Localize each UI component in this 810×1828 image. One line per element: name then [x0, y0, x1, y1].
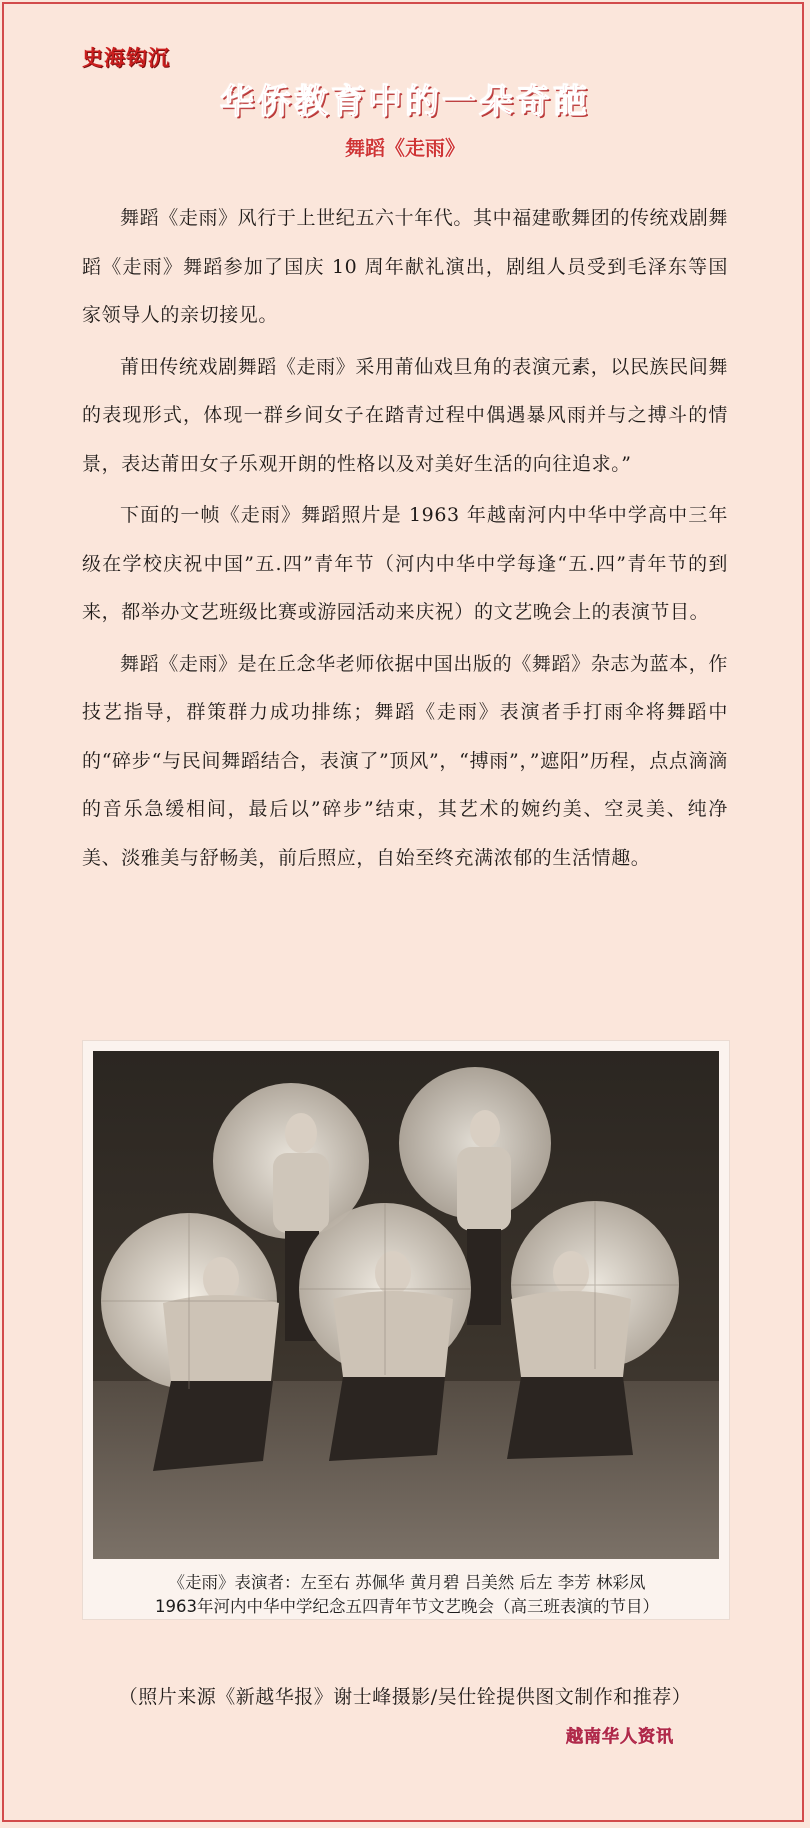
page-title: 华侨教育中的一朵奇葩: [220, 82, 590, 122]
dance-photo-illustration: [93, 1051, 719, 1559]
article-paragraph: 舞蹈《走雨》风行于上世纪五六十年代。其中福建歌舞团的传统戏剧舞蹈《走雨》舞蹈参加了国庆 10 周年献礼演出，剧组人员受到毛泽东等国家领导人的亲切接见。: [82, 207, 728, 326]
article-paragraph: 莆田传统戏剧舞蹈《走雨》采用莆仙戏旦角的表演元素，以民族民间舞的表现形式，体现一群乡间女子在踏青过程中偶遇暴风雨并与之搏斗的情景，表达莆田女子乐观开朗的性格以及对美好生活的向往追求。”: [82, 355, 728, 475]
photo-credit: （照片来源《新越华报》谢士峰摄影/吴仕铨提供图文制作和推荐）: [118, 1686, 692, 1708]
photo-card: [82, 1040, 730, 1620]
article-body: [82, 194, 728, 885]
brand-logo-text: 越南华人资讯: [566, 1727, 674, 1747]
dance-photo: [93, 1051, 719, 1559]
article-paragraph: 舞蹈《走雨》是在丘念华老师依据中国出版的《舞蹈》杂志为蓝本，作技艺指导，群策群力成功排练；舞蹈《走雨》表演者手打雨伞将舞蹈中的“碎步“与民间舞蹈结合，表演了”顶风”，“搏雨”，”遮阳”历程，点点滴滴的音乐急缓相间，最后以”碎步”结束，其艺术的婉约美、空灵美、纯净美、淡雅美与舒畅美，前后照应，自始至终充满浓郁的生活情趣。: [82, 652, 728, 869]
photo-caption-event: 1963年河内中华中学纪念五四青年节文艺晚会（高三班表演的节目）: [155, 1597, 659, 1616]
photo-caption-performers: 《走雨》表演者：左至右 苏佩华 黄月碧 吕美然 后左 李芳 林彩凤: [168, 1573, 646, 1592]
column-tag: 史海钩沉: [82, 46, 170, 70]
page-subtitle: 舞蹈《走雨》: [345, 136, 465, 160]
article-paragraph: 下面的一帧《走雨》舞蹈照片是 1963 年越南河内中华中学高中三年级在学校庆祝中国”五.四”青年节（河内中华中学每逢“五.四”青年节的到来，都举办文艺班级比赛或游园活动来庆祝）的文艺晚会上的表演节目。: [82, 504, 728, 623]
